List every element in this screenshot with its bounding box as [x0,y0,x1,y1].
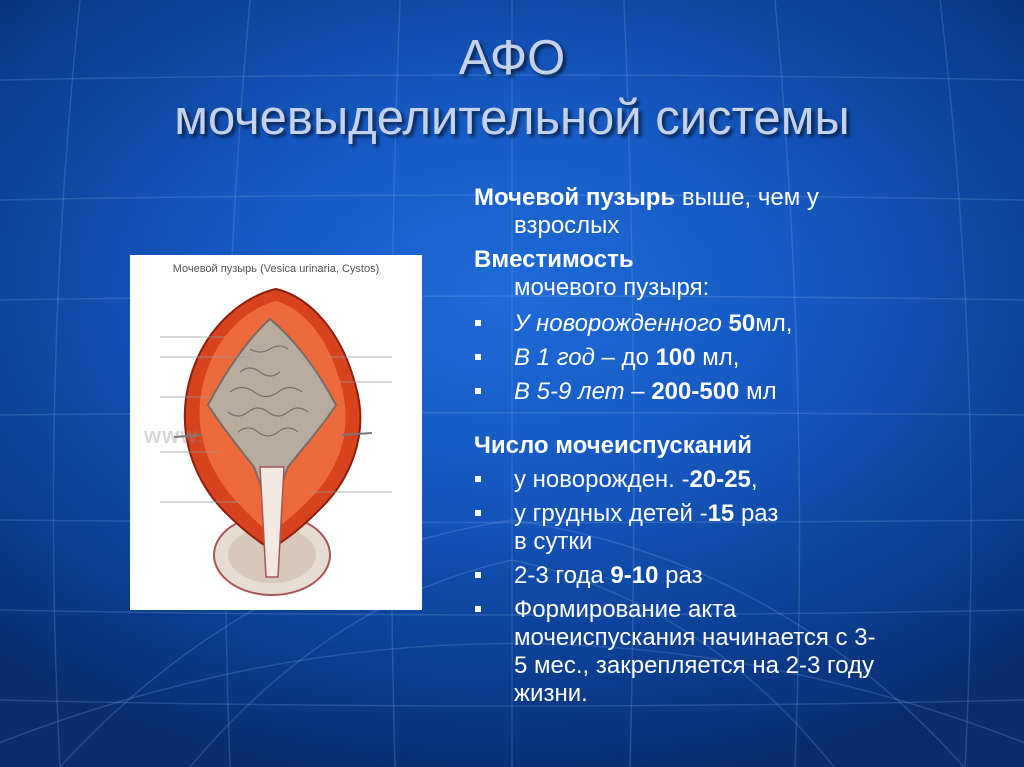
bladder-illustration [130,255,422,610]
capacity-item-1-year: В 1 год – до 100 мл, [474,344,994,372]
bladder-position-text: Мочевой пузырь выше, чем у [474,184,819,211]
slide-title [0,28,1024,148]
figure-caption: Мочевой пузырь (Vesica urinaria, Cystos) [172,263,380,275]
bullet-icon [475,320,481,326]
title-line-2: мочевыделительной системы [174,91,850,145]
urination-item-newborn: у новорожден. -20-25, [474,466,994,494]
bladder-position-line2: взрослых [514,212,620,239]
capacity-list [474,310,994,406]
bullet-icon [475,510,481,516]
urination-list [474,466,994,708]
bullet-icon [475,388,481,394]
title-line-1: АФО [458,31,566,85]
capacity-item-newborn: У новорожденного 50мл, [474,310,994,338]
urination-heading: Число мочеиспусканий [474,432,753,459]
figure-watermark: www. [144,423,205,448]
capacity-heading: Вместимость [474,246,634,273]
bullet-icon [475,572,481,578]
bullet-icon [475,606,481,612]
bullet-icon [475,354,481,360]
bladder-term: Мочевой пузырь [474,184,676,211]
bullet-icon [475,476,481,482]
capacity-subheading: мочевого пузыря: [514,274,710,301]
capacity-item-5-9-years: В 5-9 лет – 200-500 мл [474,378,994,406]
content-text [474,184,994,708]
urination-item-formation: Формирование акта мочеиспускания начинается с 3- 5 мес., закрепляется на 2-3 году жизни. [474,596,994,708]
urination-item-infants: у грудных детей -15 раз в сутки [474,500,994,556]
urination-item-2-3-years: 2-3 года 9-10 раз [474,562,994,590]
